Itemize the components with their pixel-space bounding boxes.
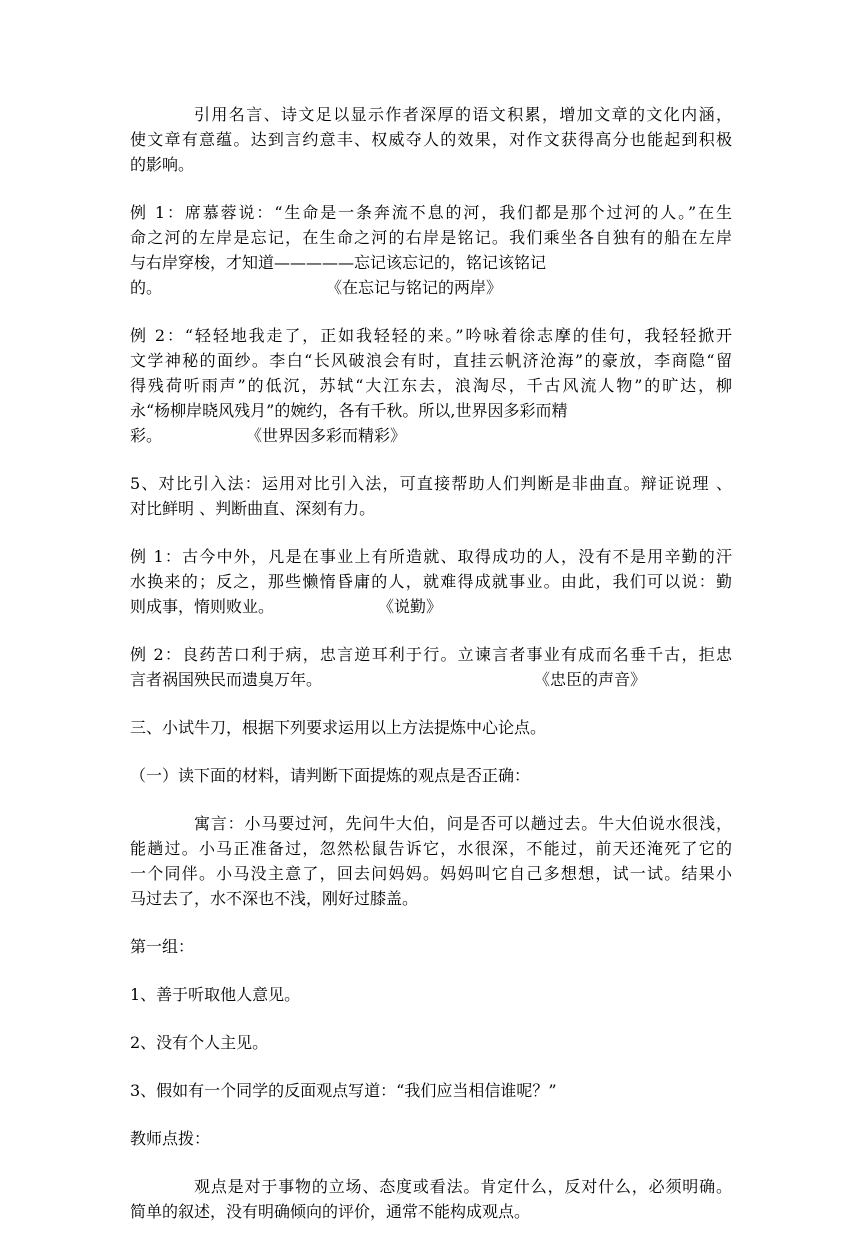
text-line: 1、善于听取他人意见。 xyxy=(130,985,301,1004)
text-line: 对比鲜明 、判断曲直、深刻有力。 xyxy=(130,499,376,518)
text-line: 例 1：席慕蓉说：“生命是一条奔流不息的河，我们都是那个过河的人。”在生 xyxy=(130,203,732,222)
document-page xyxy=(130,102,732,1247)
text-line: 简单的叙述，没有明确倾向的评价，通常不能构成观点。 xyxy=(130,1202,531,1221)
text-line: 使文章有意蕴。达到言约意丰、权威夺人的效果，对作文获得高分也能起到积极 xyxy=(130,130,732,149)
text-line: 教师点拨： xyxy=(130,1129,211,1148)
text-line: 一个同伴。小马没主意了，回去问妈妈。妈妈叫它自己多想想，试一试。结果小 xyxy=(130,864,732,883)
text-line: （一）读下面的材料，请判断下面提炼的观点是否正确： xyxy=(130,766,531,785)
text-line: 例 2：良药苦口利于病，忠言逆耳利于行。立谏言者事业有成而名垂千古，拒忠 xyxy=(130,645,732,664)
text-line: 例 2：“轻轻地我走了，正如我轻轻的来。”吟咏着徐志摩的佳句，我轻轻掀开 xyxy=(130,326,732,345)
paragraph-teacher-note xyxy=(130,1174,732,1224)
text-fragment: 言者祸国殃民而遗臭万年。 xyxy=(130,670,323,689)
citation-title: 《忠臣的声音》 xyxy=(534,670,647,689)
text-line: 马过去了，水不深也不浅，刚好过膝盖。 xyxy=(130,889,419,908)
section-heading-practice xyxy=(130,715,732,740)
text-line: 2、没有个人主见。 xyxy=(130,1033,269,1052)
text-line xyxy=(130,423,732,448)
text-line: 文学神秘的面纱。李白“长风破浪会有时，直挂云帆济沧海”的豪放，李商隐“留 xyxy=(130,351,732,370)
citation-title: 《说勤》 xyxy=(378,597,443,616)
paragraph-example-2 xyxy=(130,323,732,448)
teacher-note-label xyxy=(130,1126,732,1151)
text-line: 与右岸穿梭，才知道—————忘记该忘记的，铭记该铭记 xyxy=(130,253,547,272)
text-line: 第一组： xyxy=(130,937,195,956)
list-item xyxy=(130,1030,732,1055)
text-line: 观点是对于事物的立场、态度或看法。肯定什么，反对什么，必须明确。 xyxy=(194,1177,732,1196)
text-line: 5、对比引入法：运用对比引入法，可直接帮助人们判断是非曲直。辩证说理 、 xyxy=(130,474,732,493)
text-line: 命之河的左岸是忘记，在生命之河的右岸是铭记。我们乘坐各自独有的船在左岸 xyxy=(130,228,732,247)
text-line: 永“杨柳岸晓风残月”的婉约，各有千秋。所以,世界因多彩而精 xyxy=(130,401,568,420)
text-line xyxy=(130,594,732,619)
text-line xyxy=(130,667,732,692)
subsection-heading xyxy=(130,763,732,788)
paragraph-example-1 xyxy=(130,200,732,300)
paragraph-example-loyal xyxy=(130,642,732,692)
text-line: 引用名言、诗文足以显示作者深厚的语文积累，增加文章的文化内涵， xyxy=(194,105,732,124)
citation-title: 《在忘记与铭记的两岸》 xyxy=(326,278,503,297)
text-line: 例 1：古今中外，凡是在事业上有所造就、取得成功的人，没有不是用辛勤的汗 xyxy=(130,547,732,566)
paragraph-contrast-method xyxy=(130,471,732,521)
paragraph-fable xyxy=(130,811,732,911)
text-fragment: 的。 xyxy=(130,278,163,297)
text-line: 水换来的；反之，那些懒惰昏庸的人，就难得成就事业。由此，我们可以说：勤 xyxy=(130,572,732,591)
text-line: 得残荷听雨声”的低沉，苏轼“大江东去，浪淘尽，千古风流人物”的旷达，柳 xyxy=(130,376,732,395)
text-line: 三、小试牛刀，根据下列要求运用以上方法提炼中心论点。 xyxy=(130,718,547,737)
list-item xyxy=(130,982,732,1007)
paragraph-example-diligence xyxy=(130,544,732,619)
text-fragment: 彩。 xyxy=(130,426,163,445)
text-line: 寓言：小马要过河，先问牛大伯，问是否可以趟过去。牛大伯说水很浅， xyxy=(194,814,732,833)
group-label xyxy=(130,934,732,959)
text-line xyxy=(130,275,732,300)
text-line: 3、假如有一个同学的反面观点写道：“我们应当相信谁呢？” xyxy=(130,1081,557,1100)
text-line: 能趟过。小马正准备过，忽然松鼠告诉它，水很深，不能过，前天还淹死了它的 xyxy=(130,839,732,858)
text-fragment: 则成事，惰则败业。 xyxy=(130,597,275,616)
paragraph-quote-usage xyxy=(130,102,732,177)
text-line: 的影响。 xyxy=(130,155,195,174)
list-item xyxy=(130,1078,732,1103)
citation-title: 《世界因多彩而精彩》 xyxy=(246,426,407,445)
